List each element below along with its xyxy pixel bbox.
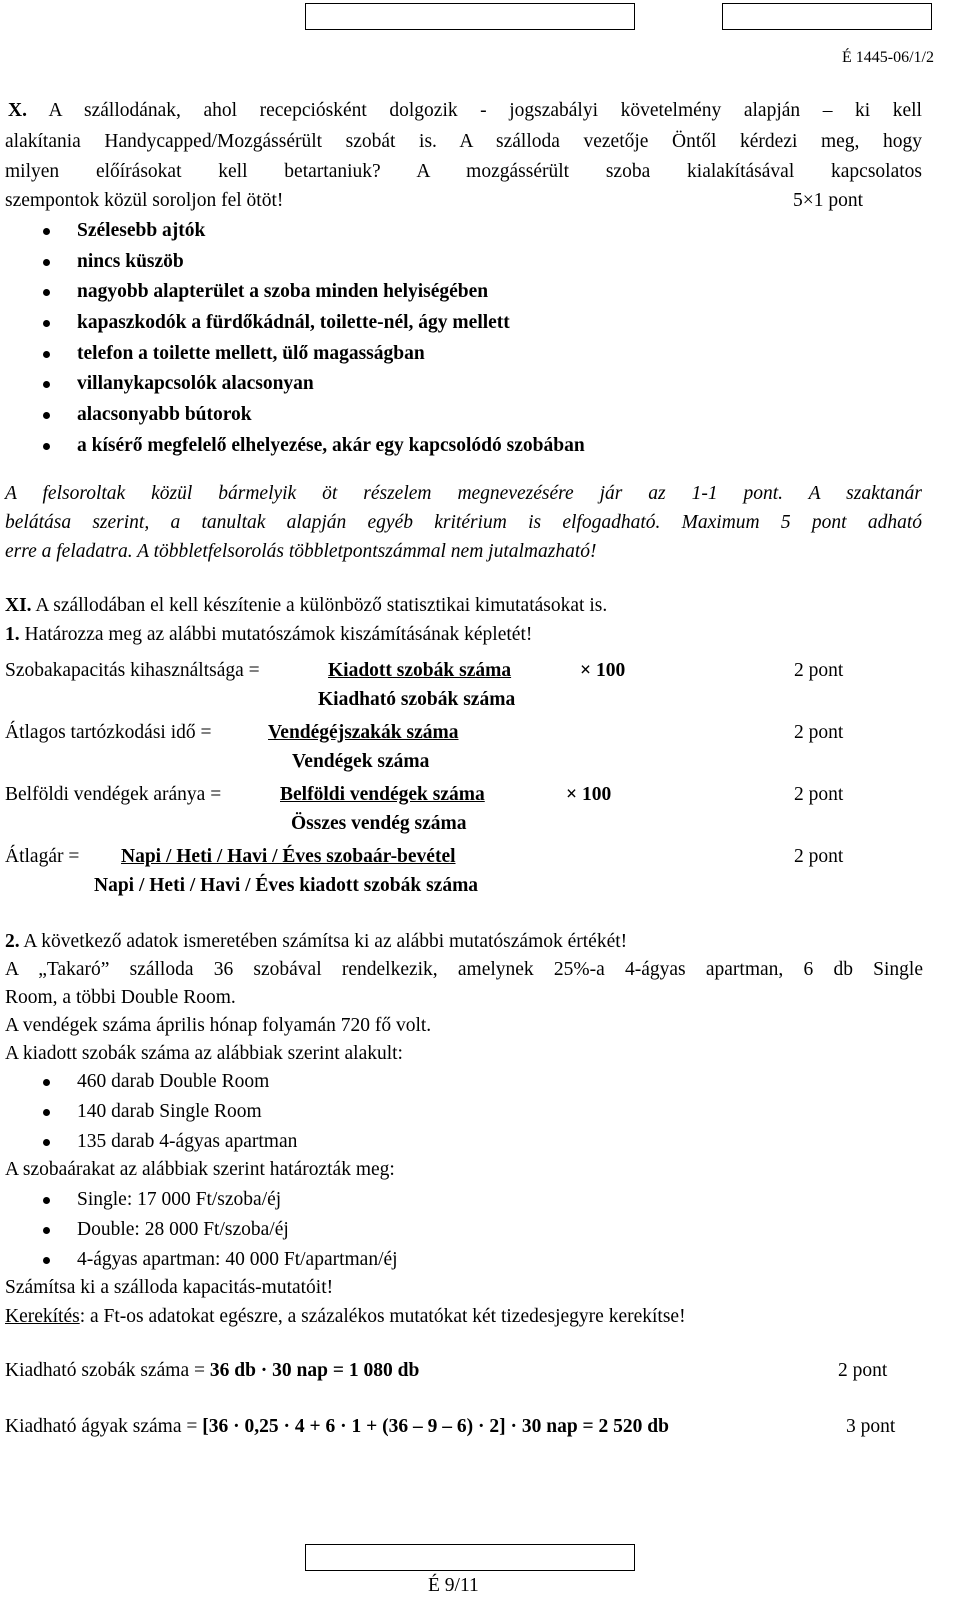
q11-title-text: A szállodában el kell készítenie a különböző statisztikai kimutatásokat is. <box>31 595 608 616</box>
list-item: 140 darab Single Room <box>0 1097 297 1127</box>
bullet-icon <box>43 1257 50 1264</box>
bullet-icon <box>43 1109 50 1116</box>
formula-2-points: 2 pont <box>794 722 844 743</box>
list-item: Szélesebb ajtók <box>0 216 585 247</box>
formula-1-numerator: Kiadott szobák száma <box>328 660 512 681</box>
list-item: 460 darab Double Room <box>0 1067 297 1097</box>
header-box-right <box>722 3 932 30</box>
calc-1 <box>5 1356 419 1386</box>
bullet-icon <box>43 412 50 419</box>
formula-1-multiplier: × 100 <box>580 660 626 681</box>
q11-paragraph-5: Számítsa ki a szálloda kapacitás-mutatóit! <box>5 1277 334 1298</box>
formula-3-denominator: Összes vendég száma <box>291 813 467 834</box>
calc-2-value: [36 · 0,25 · 4 + 6 · 1 + (36 – 9 – 6) · 2] · 30 nap = 2 520 db <box>202 1416 669 1437</box>
formula-4-numerator: Napi / Heti / Havi / Éves szobaár-bevétel <box>121 846 456 867</box>
q11-sub1-number: 1. <box>5 624 20 645</box>
formula-1-denominator: Kiadható szobák száma <box>318 689 516 710</box>
bullet-icon <box>43 1139 50 1146</box>
list-item: villanykapcsolók alacsonyan <box>0 369 585 400</box>
q11-sub2-text: A következő adatok ismeretében számítsa ki az alábbi mutatószámok értékét! <box>19 931 628 952</box>
q11-title <box>5 591 607 621</box>
q11-paragraph-4: A szobaárakat az alábbiak szerint határozták meg: <box>5 1159 395 1180</box>
calc-2 <box>5 1412 669 1442</box>
q10-note-3: erre a feladatra. A többletfelsorolás többletpontszámmal nem jutalmazható! <box>5 541 597 562</box>
q11-paragraph-3: A kiadott szobák száma az alábbiak szerint alakult: <box>5 1043 403 1064</box>
bullet-icon <box>43 1197 50 1204</box>
calc-1-points: 2 pont <box>838 1360 888 1381</box>
q10-line-2: alakítania Handycapped/Mozgássérült szobát is. A szálloda vezetője Öntől kérdezi meg, hogy <box>5 131 922 152</box>
bullet-icon <box>43 351 50 358</box>
q10-note-2: belátása szerint, a tanultak alapján egyéb kritérium is elfogadható. Maximum 5 pont adható <box>5 512 922 533</box>
calc-2-points: 3 pont <box>846 1416 896 1437</box>
q11-number: XI. <box>5 595 32 616</box>
formula-2-numerator: Vendégéjszakák száma <box>268 722 459 743</box>
q11-sub2-number: 2. <box>5 931 20 952</box>
list-item: alacsonyabb bútorok <box>0 400 585 431</box>
bullet-icon <box>43 381 50 388</box>
q10-line-1: X. A szállodának, ahol recepciósként dolgozik - jogszabályi követelmény alapján – ki kell <box>8 100 922 121</box>
calc-1-label: Kiadható szobák száma = <box>5 1360 210 1381</box>
bullet-icon <box>43 320 50 327</box>
q10-note-1: A felsoroltak közül bármelyik öt részelem megnevezésére jár az 1-1 pont. A szaktanár <box>5 483 922 504</box>
q10-line-1-text: A szállodának, ahol recepciósként dolgozik - jogszabályi követelmény alapján – ki kell <box>48 100 922 121</box>
bullet-icon <box>43 289 50 296</box>
list-item: Double: 28 000 Ft/szoba/éj <box>0 1215 398 1245</box>
rounding-note <box>5 1302 686 1332</box>
page-number: É 9/11 <box>428 1575 479 1596</box>
formula-4-denominator: Napi / Heti / Havi / Éves kiadott szobák száma <box>94 875 479 896</box>
document-code: É 1445-06/1/2 <box>842 49 934 66</box>
q11-paragraph-2: A vendégek száma április hónap folyamán 720 fő volt. <box>5 1015 432 1036</box>
formula-3-numerator: Belföldi vendégek száma <box>280 784 485 805</box>
formula-3-points: 2 pont <box>794 784 844 805</box>
formula-2-label: Átlagos tartózkodási idő = <box>5 722 212 743</box>
formula-1-label: Szobakapacitás kihasználtsága = <box>5 660 260 681</box>
formula-2-denominator: Vendégek száma <box>292 751 430 772</box>
bullet-icon <box>43 443 50 450</box>
list-item: nagyobb alapterület a szoba minden helyiségében <box>0 277 585 308</box>
formula-1-points: 2 pont <box>794 660 844 681</box>
footer-box <box>305 1544 635 1571</box>
prices-list <box>0 1185 398 1275</box>
q11-paragraph-1: A „Takaró” szálloda 36 szobával rendelkezik, amelynek 25%-a 4-ágyas apartman, 6 db Single <box>5 959 923 980</box>
list-item: a kísérő megfelelő elhelyezése, akár egy kapcsolódó szobában <box>0 431 585 462</box>
q10-answer-list <box>0 216 585 462</box>
bullet-icon <box>43 259 50 266</box>
q11-paragraph-1b: Room, a többi Double Room. <box>5 987 236 1008</box>
formula-4-points: 2 pont <box>794 846 844 867</box>
q10-points: 5×1 pont <box>793 190 864 211</box>
rounding-label: Kerekítés <box>5 1306 80 1327</box>
formula-4-label: Átlagár = <box>5 846 80 867</box>
calc-2-label: Kiadható ágyak száma = <box>5 1416 203 1437</box>
list-item: 135 darab 4-ágyas apartman <box>0 1127 297 1157</box>
list-item: kapaszkodók a fürdőkádnál, toilette-nél, ágy mellett <box>0 308 585 339</box>
calc-1-value: 36 db · 30 nap = 1 080 db <box>209 1360 420 1381</box>
q11-sub2 <box>5 927 627 957</box>
q10-line-4: szempontok közül soroljon fel ötöt! <box>5 190 284 211</box>
list-item: nincs küszöb <box>0 247 585 278</box>
bullet-icon <box>43 228 50 235</box>
list-item: telefon a toilette mellett, ülő magasságban <box>0 339 585 370</box>
list-item: 4-ágyas apartman: 40 000 Ft/apartman/éj <box>0 1245 398 1275</box>
formula-3-multiplier: × 100 <box>566 784 612 805</box>
bullet-icon <box>43 1079 50 1086</box>
formula-3-label: Belföldi vendégek aránya = <box>5 784 222 805</box>
rooms-list <box>0 1067 297 1157</box>
rounding-text: : a Ft-os adatokat egészre, a százalékos mutatókat két tizedesjegyre kerekítse! <box>79 1306 686 1327</box>
list-item: Single: 17 000 Ft/szoba/éj <box>0 1185 398 1215</box>
q10-line-3: milyen előírásokat kell betartaniuk? A mozgássérült szoba kialakításával kapcsolatos <box>5 161 922 182</box>
header-box-left <box>305 3 635 30</box>
bullet-icon <box>43 1227 50 1234</box>
q11-sub1 <box>5 620 532 650</box>
q11-sub1-text: Határozza meg az alábbi mutatószámok kiszámításának képletét! <box>19 624 533 645</box>
